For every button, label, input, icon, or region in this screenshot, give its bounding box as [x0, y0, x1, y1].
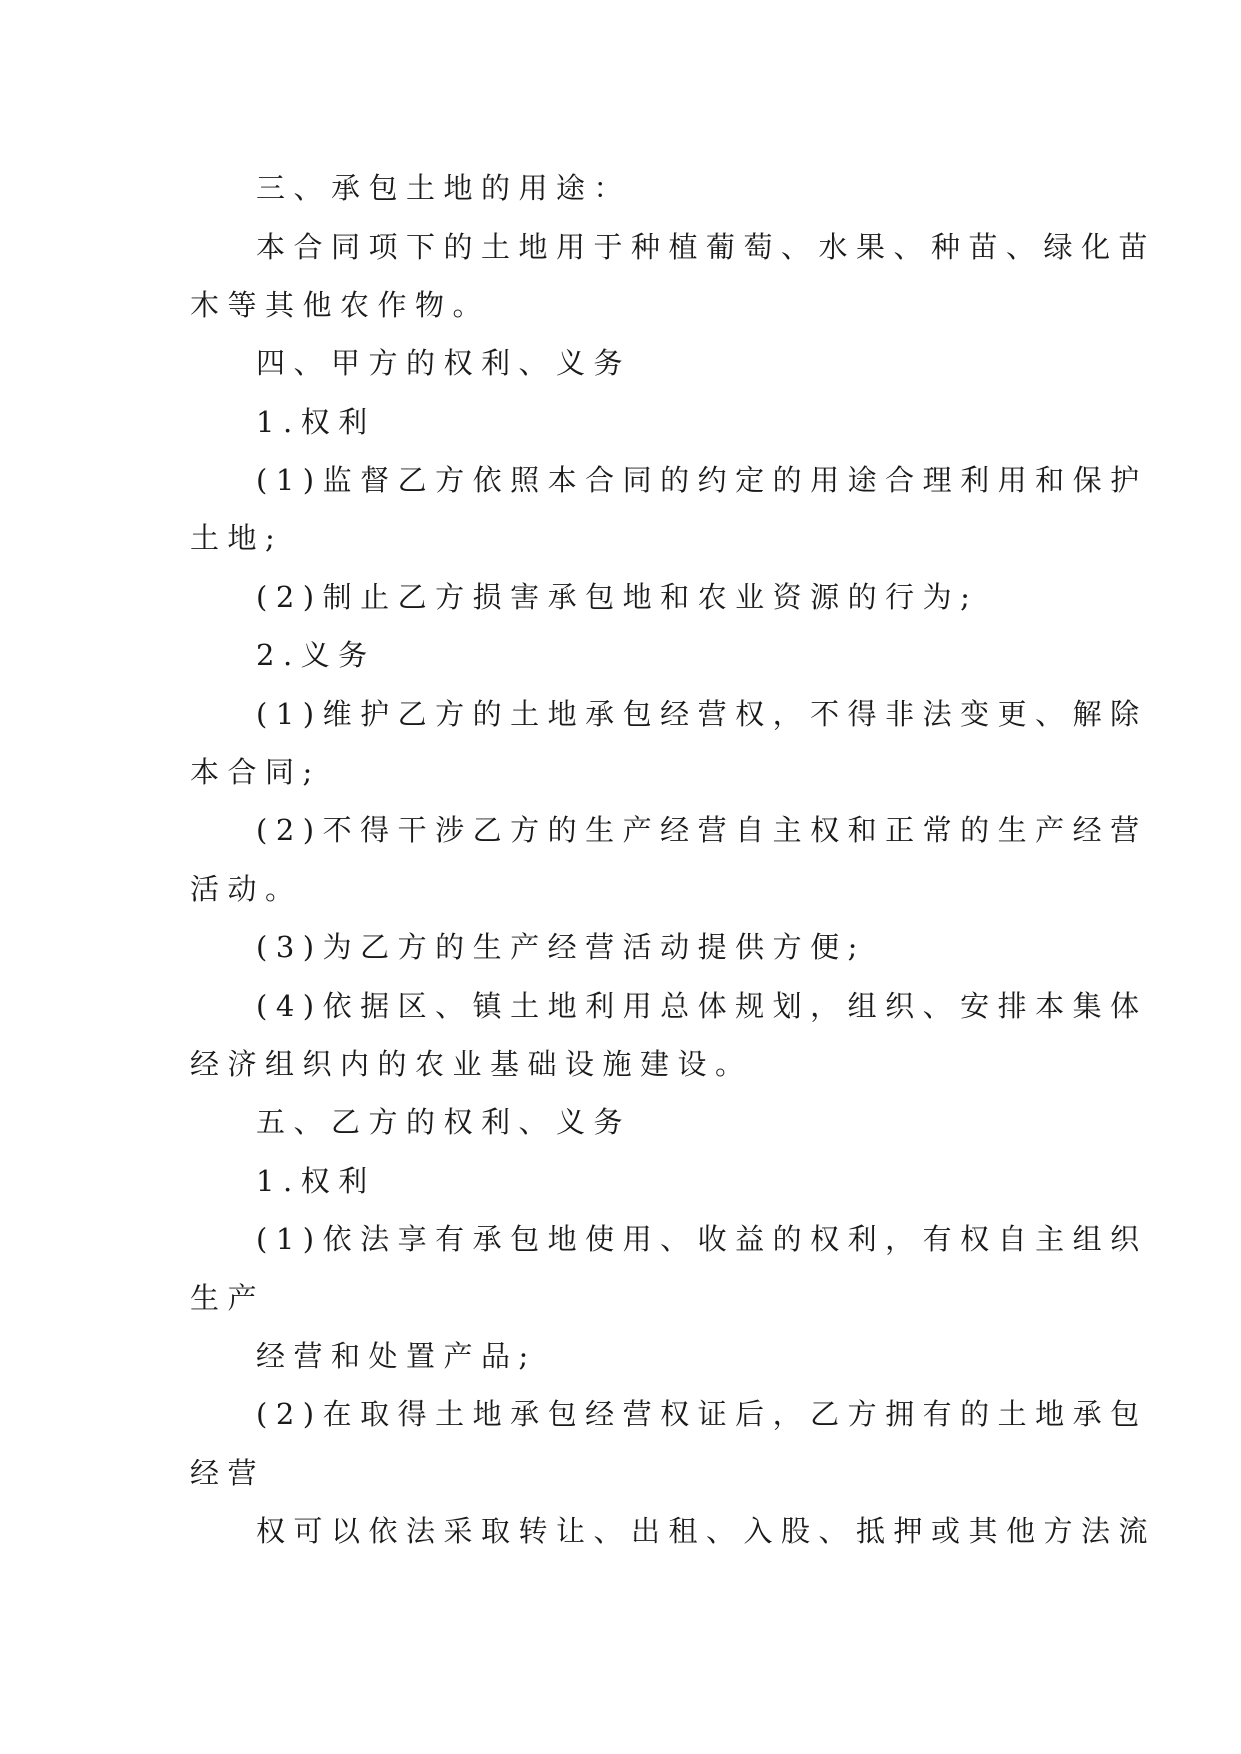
section-heading-party-b: 五、乙方的权利、义务	[256, 1105, 632, 1139]
subheading-obligations: 2.义务	[256, 638, 376, 672]
paragraph-line: (1)监督乙方依照本合同的约定的用途合理利用和保护	[256, 463, 1148, 497]
paragraph-line: 活动。	[190, 872, 303, 906]
section-heading-land-use: 三、承包土地的用途：	[256, 171, 632, 205]
paragraph-line: (3)为乙方的生产经营活动提供方便;	[256, 930, 866, 964]
paragraph-line: (2)在取得土地承包经营权证后，乙方拥有的土地承包	[256, 1397, 1148, 1431]
paragraph-line: 经济组织内的农业基础设施建设。	[190, 1047, 753, 1081]
paragraph-line: 生产	[190, 1281, 266, 1315]
paragraph-line: (1)依法享有承包地使用、收益的权利，有权自主组织	[256, 1222, 1148, 1256]
paragraph-line: (2)不得干涉乙方的生产经营自主权和正常的生产经营	[256, 813, 1148, 847]
paragraph-line: 木等其他农作物。	[190, 288, 491, 322]
paragraph-line: (2)制止乙方损害承包地和农业资源的行为;	[256, 580, 979, 614]
paragraph-line: (1)维护乙方的土地承包经营权，不得非法变更、解除	[256, 697, 1148, 731]
paragraph-line: 本合同项下的土地用于种植葡萄、水果、种苗、绿化苗	[256, 230, 1157, 264]
paragraph-line: 经营和处置产品;	[256, 1339, 537, 1373]
paragraph-line: 权可以依法采取转让、出租、入股、抵押或其他方法流	[256, 1514, 1157, 1548]
section-heading-party-a: 四、甲方的权利、义务	[256, 346, 632, 380]
subheading-rights: 1.权利	[256, 1164, 376, 1198]
subheading-rights: 1.权利	[256, 405, 376, 439]
paragraph-line: (4)依据区、镇土地利用总体规划，组织、安排本集体	[256, 989, 1148, 1023]
paragraph-line: 本合同;	[190, 755, 321, 789]
paragraph-line: 经营	[190, 1456, 266, 1490]
paragraph-line: 土地;	[190, 521, 284, 555]
